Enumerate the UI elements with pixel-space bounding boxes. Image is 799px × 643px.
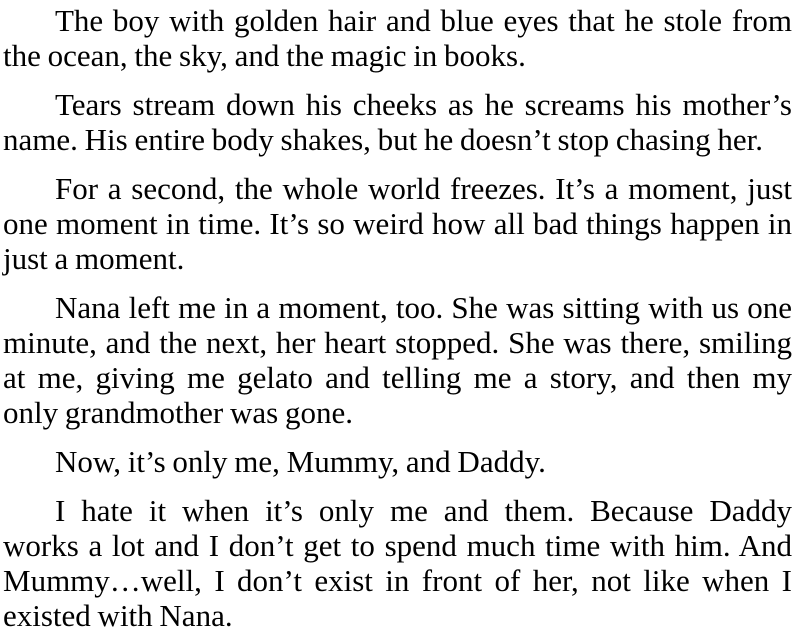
- paragraph: [3, 290, 792, 430]
- text-line: the ocean, the sky, and the magic in books.: [3, 38, 526, 73]
- text-line: just a moment.: [3, 241, 185, 276]
- text-line: one moment in time. It’s so weird how all bad things happen in: [3, 206, 792, 241]
- text-line: Now, it’s only me, Mummy, and Daddy.: [55, 444, 546, 479]
- text-line: For a second, the whole world freezes. It’s a moment, just: [55, 171, 792, 206]
- text-line: minute, and the next, her heart stopped. She was there, smiling: [3, 325, 792, 360]
- text-line: only grandmother was gone.: [3, 395, 353, 430]
- text-line: The boy with golden hair and blue eyes that he stole from: [55, 3, 792, 38]
- paragraph: [3, 171, 792, 276]
- text-line: Mummy…well, I don’t exist in front of her, not like when I: [3, 563, 792, 598]
- paragraph: [3, 493, 792, 633]
- paragraph: [3, 444, 792, 479]
- paragraph: [3, 87, 792, 157]
- paragraph: [3, 3, 792, 73]
- text-line: existed with Nana.: [3, 598, 233, 633]
- text-line: I hate it when it’s only me and them. Because Daddy: [55, 493, 792, 528]
- text-line: Tears stream down his cheeks as he screams his mother’s: [55, 87, 792, 122]
- text-line: Nana left me in a moment, too. She was sitting with us one: [55, 290, 792, 325]
- text-line: at me, giving me gelato and telling me a story, and then my: [3, 360, 792, 395]
- text-line: works a lot and I don’t get to spend much time with him. And: [3, 528, 792, 563]
- text-line: name. His entire body shakes, but he doesn’t stop chasing her.: [3, 122, 763, 157]
